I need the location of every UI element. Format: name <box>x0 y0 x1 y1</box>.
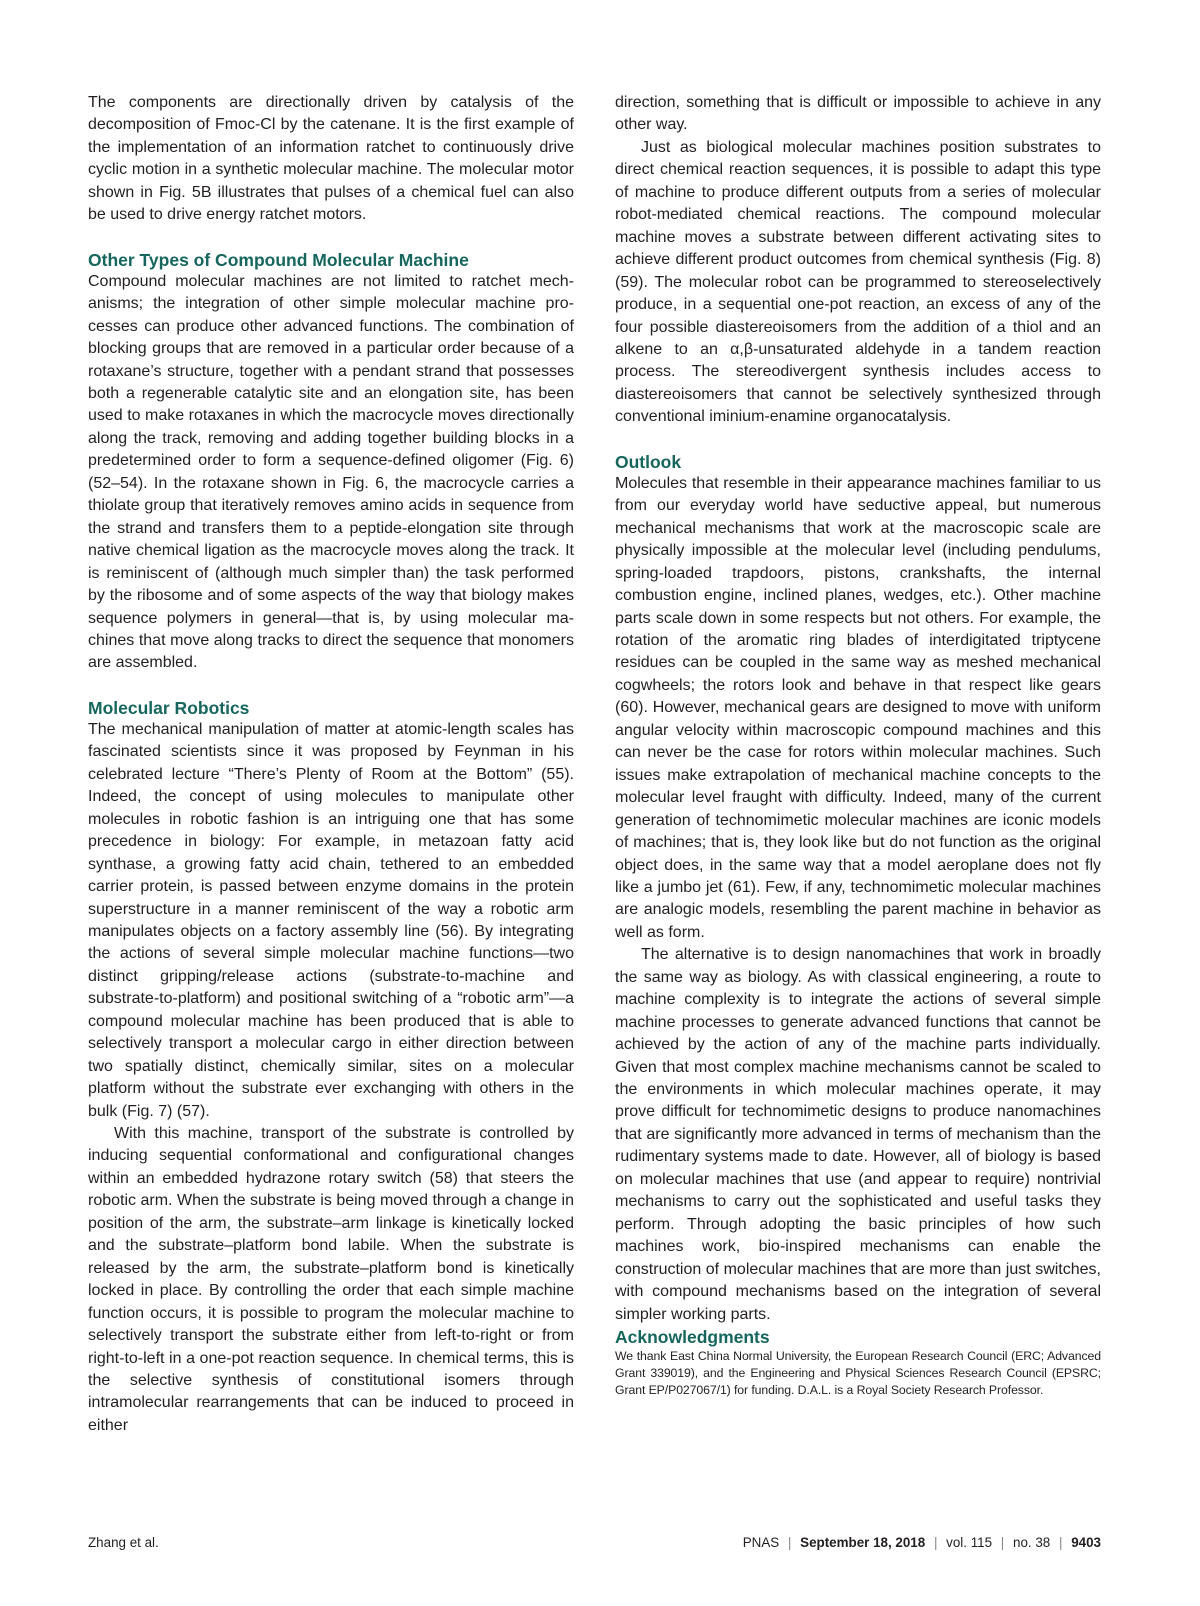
footer-volume: vol. 115 <box>946 1535 993 1550</box>
footer-citation <box>743 1534 1101 1552</box>
right-column <box>615 92 1101 1399</box>
footer-separator: | <box>1000 1535 1005 1550</box>
paragraph: The alternative is to design nanomachines that work in broadly the same way as biology. As with classical engineering, a route to machine complexity is to integrate the actions of several simple machine processes to generate advanced functions that cannot be achieved by the action of any of the machine parts individually. Given that most complex machine mechanisms cannot be scaled to the environments in which molecular machines operate, it may prove difficult for technomimetic designs to produce nanomachines that are significantly more advanced in terms of mechanism than the rudimentary systems made to date. However, all of biology is based on molecular machines that use (and appear to require) nontrivial mechanisms to carry out the sophisticated and useful tasks they perform. Through adopting the basic principles of how such machines work, bio-inspired mechanisms can enable the construction of molecular machines that are more than just switches, with compound mechanisms based on the integration of several simpler working parts. <box>615 946 1101 1323</box>
paragraph: Molecules that resemble in their appearance machines familiar to us from our everyday world have seductive appeal, but numerous mechanical mechanisms that work at the macroscopic scale are physically impossible at the molecular level (including pendulums, spring-loaded trapdoors, pistons, crankshafts, the internal combustion engine, inclined planes, wedges, etc.). Other machine parts scale down in some respects but not others. For example, the rotation of the aromatic ring blades of interdigitated triptycene residues can be coupled in the same way as meshed mechanical cogwheels; the rotors look and behave in that respect like gears (60). However, mechanical gears are designed to move with uniform angular velocity within macroscopic compound machines and this can never be the case for rotors within molecular machines. Such issues make extrapolation of mechanical machine concepts to the molecular level fraught with difficulty. Indeed, many of the current generation of technomimetic molecular machines are iconic models of machines; that is, they look like but do not function as the original object does, in the same way that a model aeroplane does not fly like a jumbo jet (61). Few, if any, technomimetic molecular machines are analogic models, resembling the parent machine in behavior as well as form. <box>615 474 1101 941</box>
paragraph: Compound molecular machines are not limited to ratchet mechanisms; the integration of other simple molecular machine processes can produce other advanced functions. The combination of blocking groups that are removed in a particular order because of a rotaxane’s structure, together with a pendant strand that possesses both a regenerable catalytic site and an elongation site, has been used to make rotaxanes in which the macrocycle moves directionally along the track, removing and adding together building blocks in a predetermined order to form a sequence-defined oligomer (Fig. 6) (52–54). In the rotaxane shown in Fig. 6, the macrocycle carries a thiolate group that iteratively removes amino acids in sequence from the strand and transfers them to a peptide-elongation site through native chemical ligation as the macrocycle moves along the track. It is reminiscent of (although much simpler than) the task performed by the ribosome and of some aspects of the way that biology makes sequence polymers in general—that is, by using molecular machines that move along tracks to direct the sequence that monomers are assembled. <box>88 272 574 672</box>
footer-issue: no. 38 <box>1013 1535 1051 1550</box>
footer-separator: | <box>1058 1535 1063 1550</box>
paragraph: The mechanical manipulation of matter at atomic-length scales has fascinated scientists since it was proposed by Feynman in his celebrated lecture “There’s Plenty of Room at the Bottom” (55). Indeed, the concept of using molecules to manipulate other molecules in robotic fashion is an intriguing one that has some precedence in biology: For example, in metazoan fatty acid synthase, a growing fatty acid chain, tethered to an embedded carrier protein, is passed between enzyme domains in the protein superstructure in a manner reminiscent of the way a robotic arm manipulates objects on a factory assembly line (56). By integrating the actions of several simple molecular machine functions—two distinct gripping/release actions (substrate-to-machine and substrate-to-platform) and positional switching of a “robotic arm”—a compound molecular machine has been produced that is able to selectively transport a molecular cargo in either direction between two spatially distinct, chemically similar, sites on a molecular platform without the substrate ever exchanging with others in the bulk (Fig. 7) (57). <box>88 720 574 1120</box>
footer-journal: PNAS <box>742 1535 780 1550</box>
left-column <box>88 92 574 1437</box>
footer-separator: | <box>933 1535 938 1550</box>
paragraph: The components are directionally driven by catalysis of the decomposition of Fmoc-Cl by the catenane. It is the first example of the implementation of an information ratchet to continuously drive cyclic motion in a synthetic molecular machine. The molecular motor shown in Fig. 5B illustrates that pulses of a chemical fuel can also be used to drive energy ratchet motors. <box>88 94 574 224</box>
section-heading-outlook: Outlook <box>615 451 682 472</box>
paragraph: direction, something that is difficult or impossible to achieve in any other way. <box>615 94 1101 134</box>
section-heading-molecular-robotics: Molecular Robotics <box>88 697 250 718</box>
footer-separator: | <box>787 1535 792 1550</box>
paragraph: With this machine, transport of the substrate is controlled by inducing sequential conformational and configurational changes within an embedded hydrazone rotary switch (58) that steers the robotic arm. When the substrate is being moved through a change in position of the arm, the substrate–arm linkage is kinetically locked and the substrate–platform bond labile. When the substrate is released by the arm, the substrate–platform bond is kinetically locked in place. By controlling the order that each simple machine function occurs, it is possible to program the molecular machine to selectively transport the substrate either from left-to-right or from right-to-left in a one-pot reaction sequence. In chemical terms, this is the selective synthesis of constitutional isomers through intramolecular rearrangements that can be induced to proceed in either <box>88 1125 574 1434</box>
section-heading-other-types: Other Types of Compound Molecular Machine <box>88 249 469 270</box>
footer-page-number: 9403 <box>1071 1535 1101 1550</box>
section-heading-acknowledgments: Acknowledgments <box>615 1327 770 1348</box>
footer-authors: Zhang et al. <box>88 1535 159 1550</box>
paragraph: Just as biological molecular machines position substrates to direct chemical reaction sequences, it is possible to adapt this type of machine to produce different outputs from a series of molecular robot-mediated chemical reactions. The compound molecular machine moves a substrate between different activating sites to achieve different product outcomes from chemical synthesis (Fig. 8) (59). The molecular robot can be programmed to stereoselectively produce, in a sequential one-pot reaction, an excess of any of the four possible diastereoisomers from the addition of a thiol and an alkene to an α,β-unsaturated aldehyde in a tandem reaction process. The stereodivergent synthesis includes access to diastereoisomers that cannot be selectively synthesized through conventional iminium-enamine organocatalysis. <box>615 138 1101 426</box>
footer-date: September 18, 2018 <box>800 1535 926 1550</box>
acknowledgments-text: We thank East China Normal University, the European Research Council (ERC; Advanced Grant 339019), and the Engineering and Physical Sciences Research Council (EPSRC; Grant EP/P027067/1) for funding. D.A.L. is a Royal Society Research Professor. <box>615 1349 1101 1398</box>
page-footer <box>88 1534 1101 1552</box>
